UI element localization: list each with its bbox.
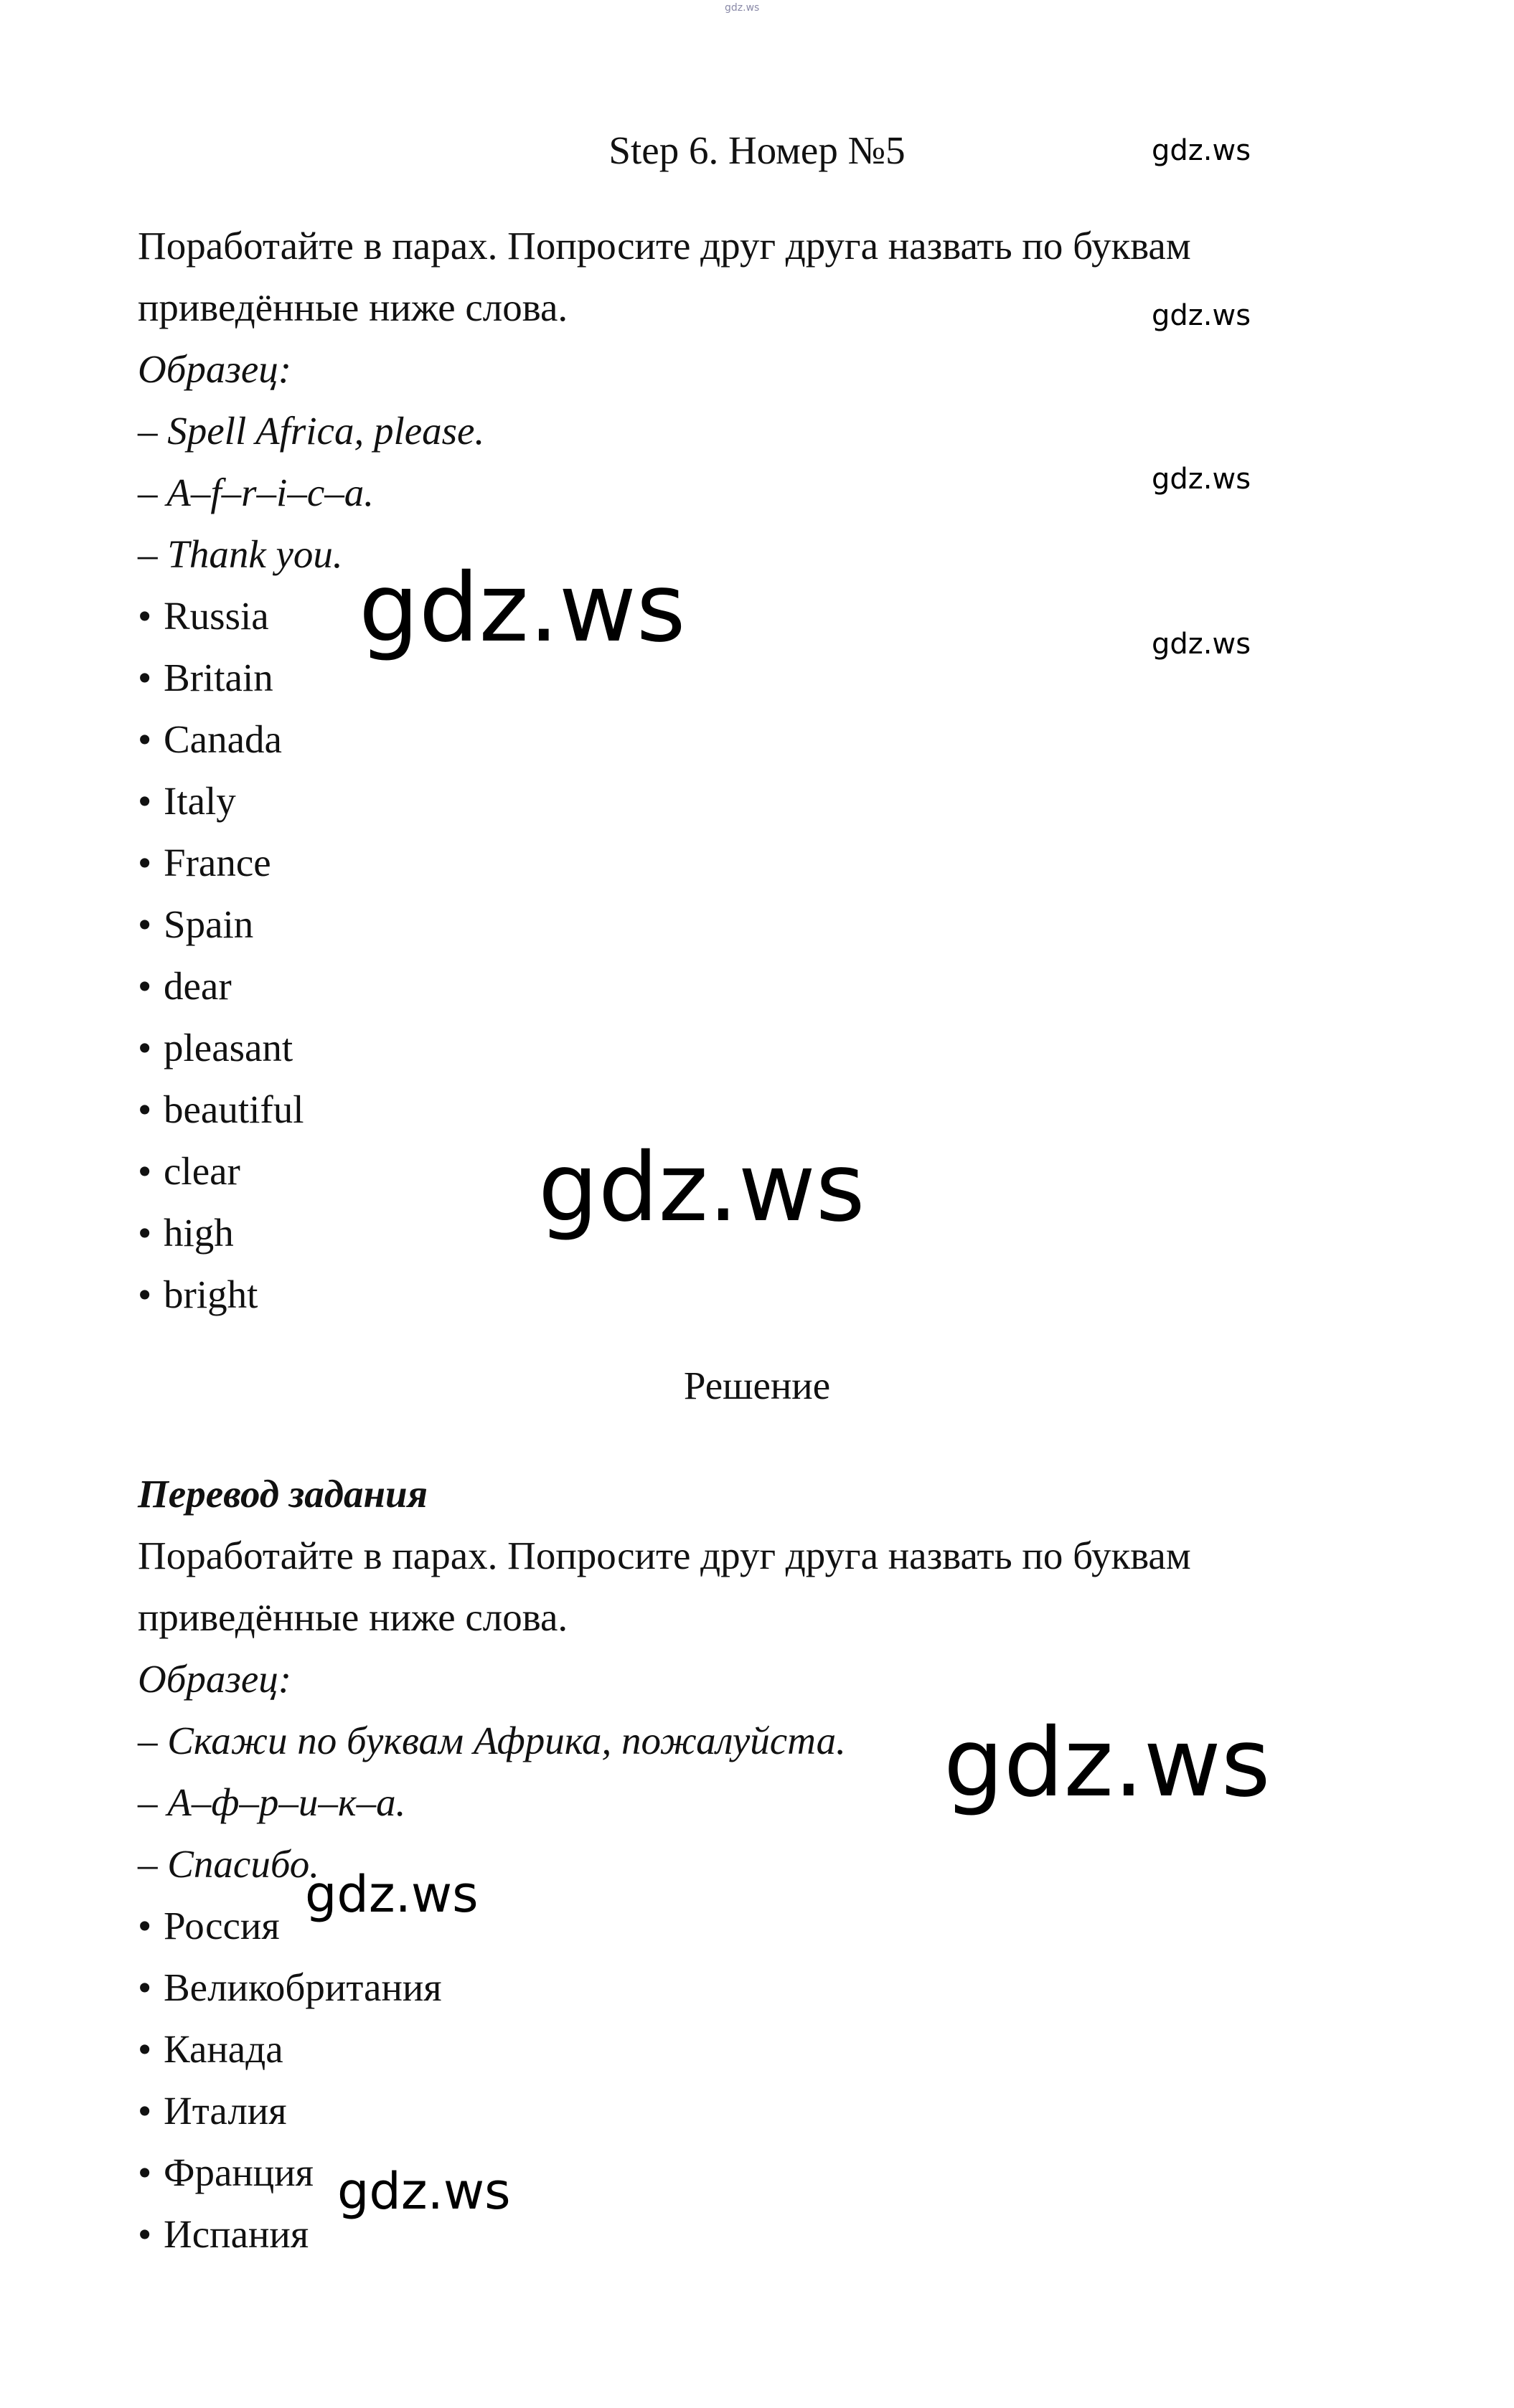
sample-label: Образец: (138, 347, 292, 391)
translation-dialog-line: – Скажи по буквам Африка, пожалуйста. (138, 1719, 846, 1762)
list-item (138, 1079, 1358, 1141)
list-item-text: France (164, 841, 271, 884)
list-item (138, 894, 1358, 955)
bullet: • (138, 779, 152, 823)
list-item-text: Россия (164, 1904, 280, 1947)
bullet: • (138, 1965, 152, 2009)
list-item (138, 955, 1358, 1017)
solution-title: Решение (683, 1364, 831, 1407)
translation-dialog-line: – А–ф–р–и–к–а. (138, 1780, 406, 1824)
list-item-text: Франция (164, 2150, 314, 2194)
bullet: • (138, 964, 152, 1008)
translation-sample-label: Образец: (138, 1657, 292, 1701)
list-item (138, 2142, 1358, 2204)
watermark-medium-1: gdz.ws (305, 1865, 479, 1924)
watermark-large-3: gdz.ws (944, 1708, 1271, 1818)
list-item-text: Italy (164, 779, 236, 823)
list-item-text: dear (164, 964, 232, 1008)
translation-heading: Перевод задания (138, 1472, 428, 1516)
dialog-line: – Thank you. (138, 532, 343, 576)
bullet: • (138, 2212, 152, 2256)
list-item (138, 709, 1358, 770)
dialog-line: – A–f–r–i–c–a. (138, 471, 374, 514)
list-item-text: Spain (164, 902, 254, 946)
list-item-text: clear (164, 1149, 240, 1193)
list-item-text: high (164, 1211, 234, 1255)
translation-line-1: Поработайте в парах. Попросите друг друга назвать по буквам (138, 1534, 1191, 1577)
list-item-text: Britain (164, 656, 273, 699)
list-item-text: Канада (164, 2027, 283, 2071)
list-item-text: Италия (164, 2089, 287, 2133)
bullet: • (138, 2027, 152, 2071)
bullet: • (138, 717, 152, 761)
bullet: • (138, 2150, 152, 2194)
bullet: • (138, 841, 152, 884)
dialog-line: – Spell Africa, please. (138, 409, 485, 453)
translation-block (138, 1463, 1358, 2265)
bullet: • (138, 1211, 152, 1255)
watermark-small-2: gdz.ws (1152, 299, 1251, 332)
list-item (138, 1957, 1358, 2019)
list-item (138, 1202, 1358, 1264)
list-item (138, 585, 1358, 647)
list-item-text: pleasant (164, 1026, 293, 1070)
task-line-2: приведённые ниже слова. (138, 285, 568, 329)
list-item (138, 1141, 1358, 1202)
page-title: Step 6. Номер №5 (608, 128, 906, 172)
bullet: • (138, 1026, 152, 1070)
list-item-text: Russia (164, 594, 269, 638)
bullet: • (138, 1904, 152, 1947)
list-item-text: beautiful (164, 1087, 304, 1131)
list-item (138, 647, 1358, 709)
task-line-1: Поработайте в парах. Попросите друг друга назвать по буквам (138, 224, 1191, 268)
list-item-text: Великобритания (164, 1965, 442, 2009)
list-item (138, 1895, 1358, 1957)
watermark-medium-2: gdz.ws (337, 2162, 511, 2221)
translation-line-2: приведённые ниже слова. (138, 1595, 568, 1639)
watermark-small-1: gdz.ws (1152, 134, 1251, 167)
bullet: • (138, 1087, 152, 1131)
bullet: • (138, 594, 152, 638)
translation-dialog-line: – Спасибо. (138, 1842, 320, 1886)
list-item (138, 770, 1358, 832)
list-item-text: Испания (164, 2212, 309, 2256)
list-item (138, 2080, 1358, 2142)
watermark-small-4: gdz.ws (1152, 628, 1251, 661)
list-item (138, 832, 1358, 894)
watermark-tiny: gdz.ws (725, 2, 760, 14)
watermark-large-1: gdz.ws (359, 553, 686, 664)
bullet: • (138, 902, 152, 946)
watermark-large-2: gdz.ws (538, 1133, 865, 1243)
list-item-text: Canada (164, 717, 282, 761)
bullet: • (138, 656, 152, 699)
list-item (138, 2204, 1358, 2265)
bullet: • (138, 1149, 152, 1193)
list-item (138, 1264, 1358, 1326)
list-item (138, 2019, 1358, 2080)
task-block (138, 215, 1358, 1326)
watermark-small-3: gdz.ws (1152, 463, 1251, 496)
bullet: • (138, 1273, 152, 1316)
bullet: • (138, 2089, 152, 2133)
list-item-text: bright (164, 1273, 258, 1316)
list-item (138, 1017, 1358, 1079)
